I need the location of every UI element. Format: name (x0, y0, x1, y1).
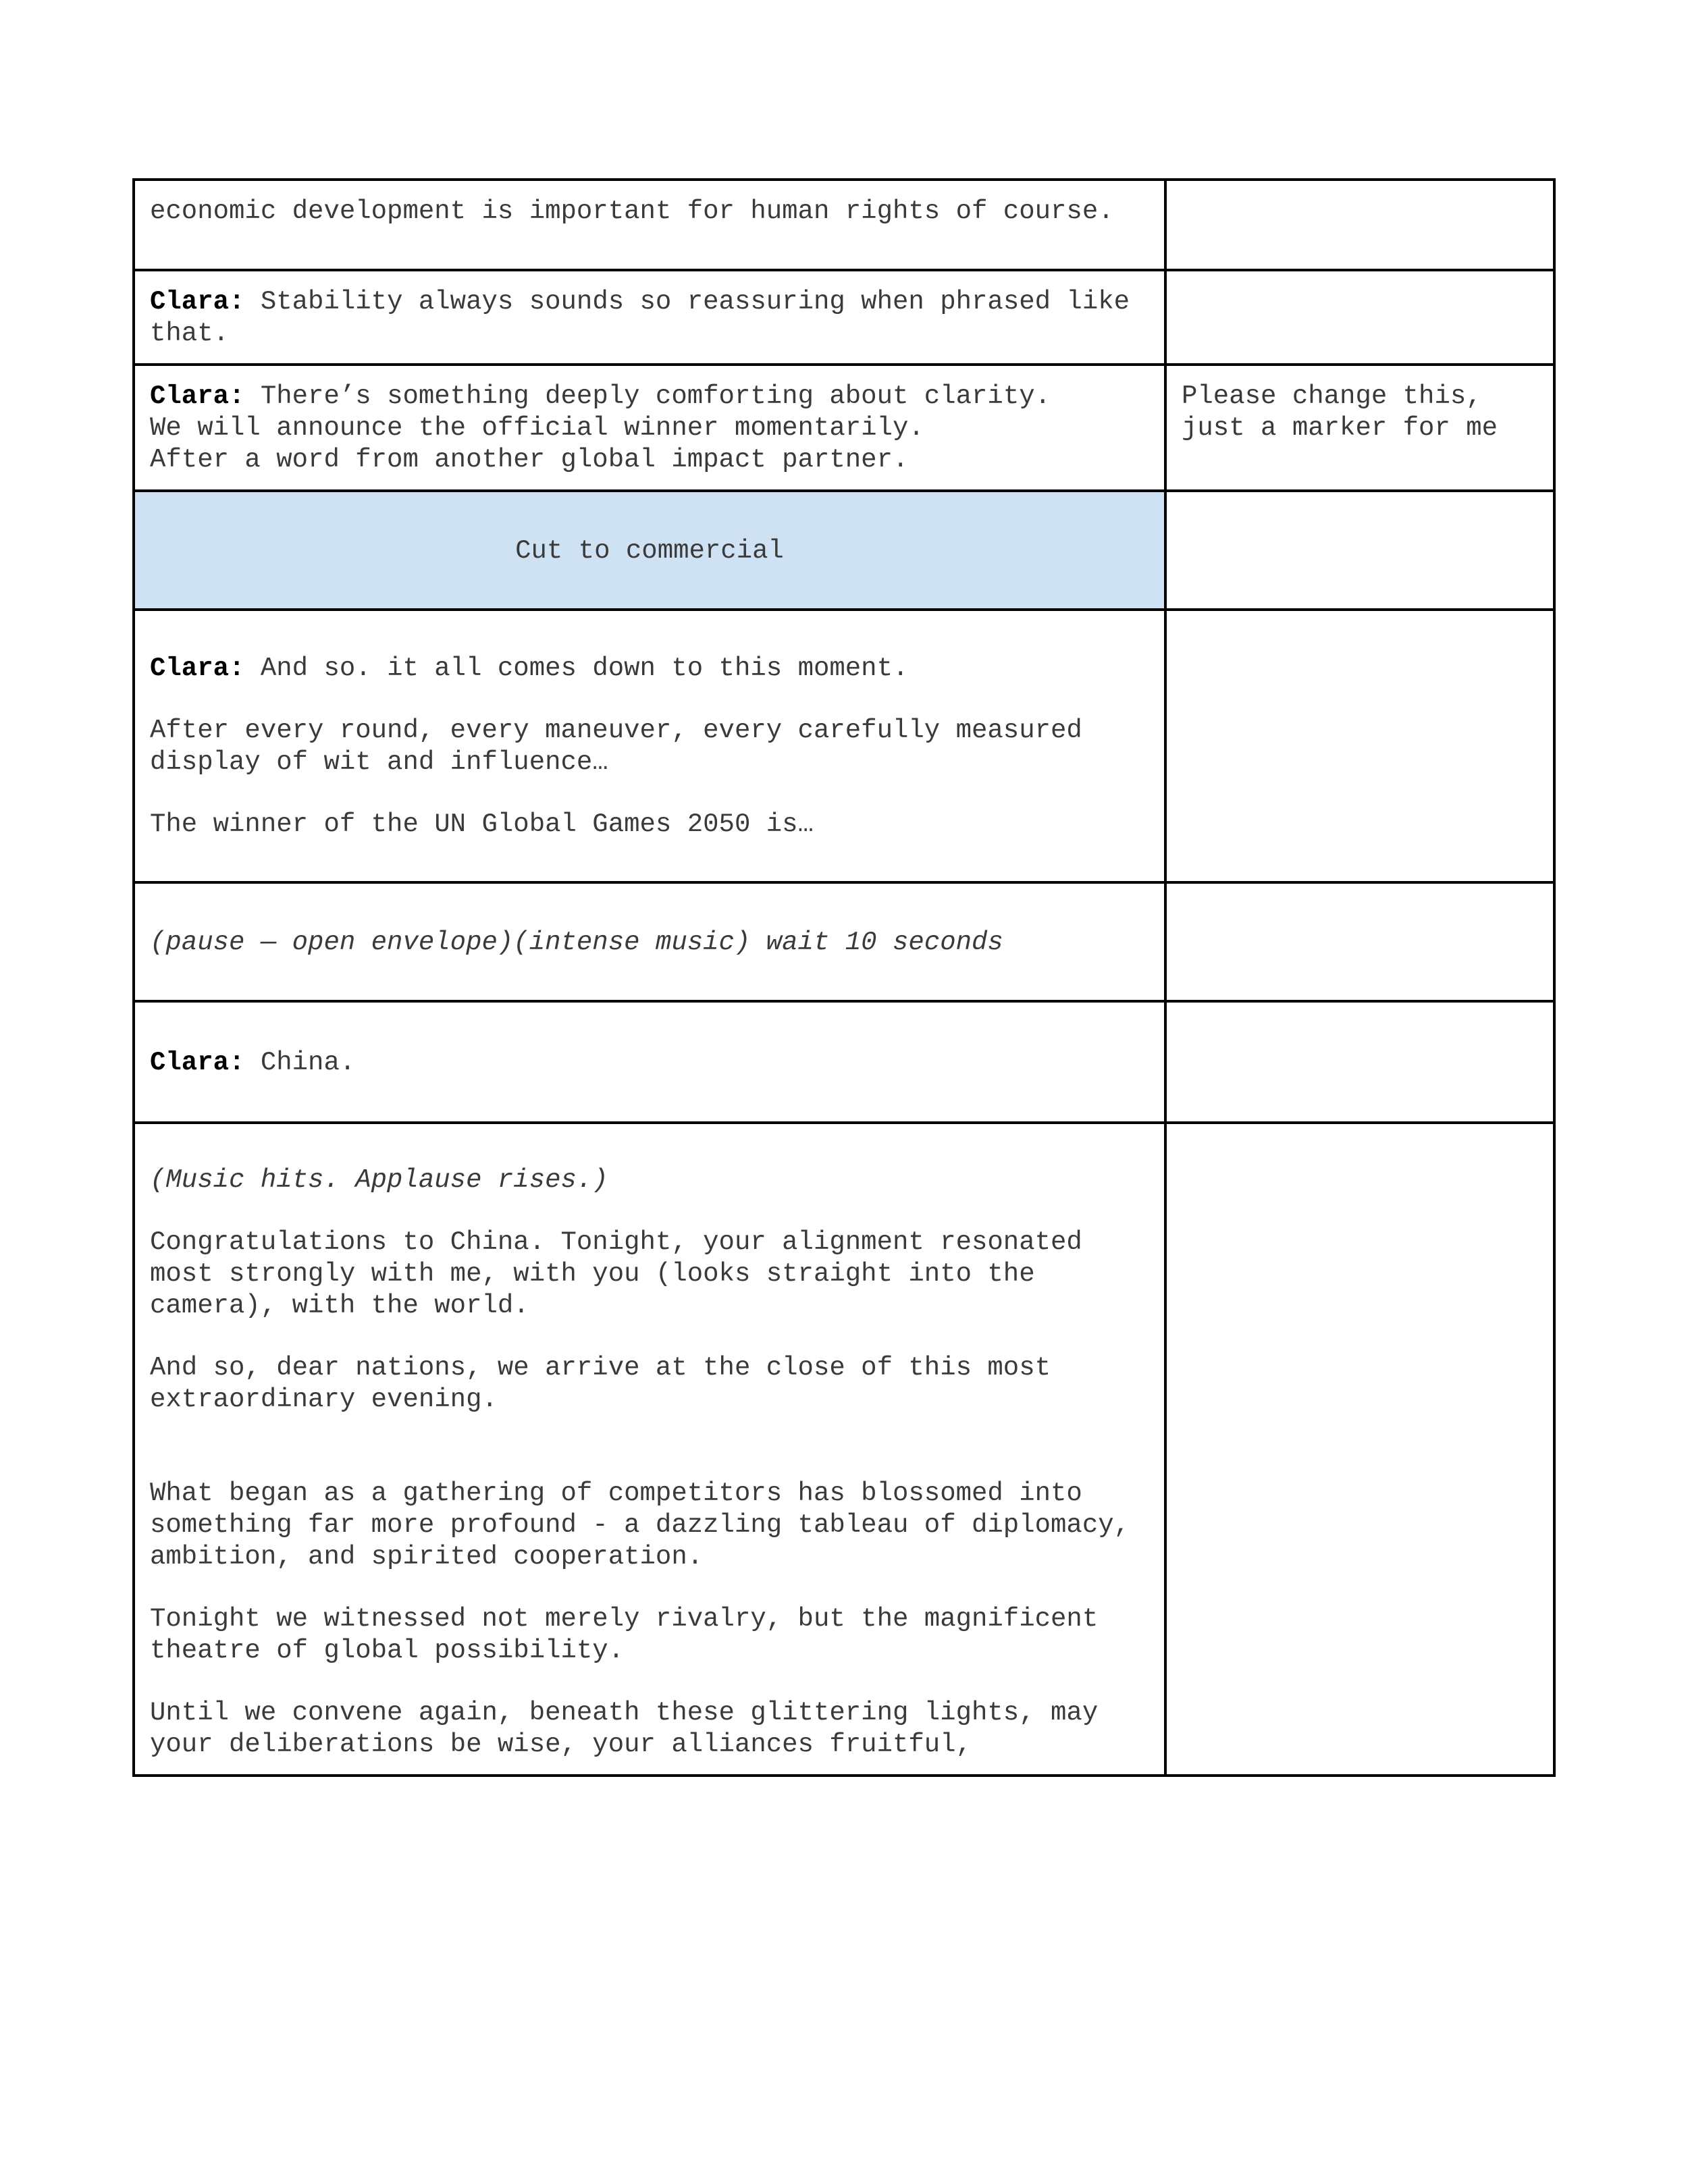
speaker-name: Clara: (150, 287, 245, 317)
notes-cell[interactable] (1165, 882, 1554, 1001)
dialogue-paragraph: Tonight we witnessed not merely rivalry, but the magnificent theatre of global possibility. (150, 1604, 1114, 1666)
dialogue-paragraph: The winner of the UN Global Games 2050 is… (150, 809, 814, 839)
table-row (134, 365, 1554, 491)
script-cell[interactable] (134, 365, 1165, 491)
notes-cell[interactable] (1165, 1123, 1554, 1776)
stage-direction: (Music hits. Applause rises.) (150, 1165, 608, 1195)
note-text: Please change this, just a marker for me (1182, 381, 1498, 443)
table-row (134, 882, 1554, 1001)
script-cell[interactable] (134, 882, 1165, 1001)
table-row (134, 180, 1554, 270)
dialogue-text: Stability always sounds so reassuring when phrased like that. (150, 287, 1146, 348)
dialogue-paragraph: After every round, every maneuver, every carefully measured display of wit and influence… (150, 716, 1099, 777)
table-row (134, 610, 1554, 882)
notes-cell[interactable] (1165, 491, 1554, 610)
dialogue-line (150, 381, 1149, 476)
dialogue-paragraph: And so, dear nations, we arrive at the close of this most extraordinary evening. (150, 1353, 1067, 1414)
dialogue-paragraph: Until we convene again, beneath these glittering lights, may your deliberations be wise, your alliances fruitful, (150, 1698, 1114, 1759)
stage-direction: (pause — open envelope)(intense music) wait 10 seconds (150, 927, 1003, 957)
dialogue-text: economic development is important for human rights of course. (150, 196, 1114, 226)
dialogue-line (150, 653, 1149, 685)
dialogue-text: There’s something deeply comforting about clarity. We will announce the official winner momentarily. After a word from another global impact partner. (150, 381, 1051, 475)
dialogue-text: China. (244, 1047, 356, 1077)
cut-to-commercial-cell[interactable] (134, 491, 1165, 610)
speaker-name: Clara: (150, 654, 245, 683)
script-cell[interactable] (134, 180, 1165, 270)
dialogue-line (150, 1047, 1149, 1079)
script-table (132, 178, 1556, 1777)
notes-cell[interactable] (1165, 270, 1554, 365)
notes-cell[interactable] (1165, 365, 1554, 491)
script-cell[interactable] (134, 1123, 1165, 1776)
table-row (134, 1001, 1554, 1123)
notes-cell[interactable] (1165, 1001, 1554, 1123)
script-cell[interactable] (134, 1001, 1165, 1123)
speaker-name: Clara: (150, 1047, 245, 1077)
notes-cell[interactable] (1165, 610, 1554, 882)
speaker-name: Clara: (150, 381, 245, 411)
script-cell[interactable] (134, 270, 1165, 365)
dialogue-paragraph: Congratulations to China. Tonight, your alignment resonated most strongly with me, with you (looks straight into the camera), with the world. (150, 1227, 1099, 1321)
cut-label: Cut to commercial (515, 535, 784, 566)
table-row (134, 1123, 1554, 1776)
table-row (134, 270, 1554, 365)
dialogue-line (150, 286, 1149, 350)
table-row (134, 491, 1554, 610)
dialogue-text: And so. it all comes down to this moment. (244, 654, 909, 683)
notes-cell[interactable] (1165, 180, 1554, 270)
script-cell[interactable] (134, 610, 1165, 882)
dialogue-paragraph: What began as a gathering of competitors has blossomed into something far more profound - a dazzling tableau of diplomacy, ambition, and spirited cooperation. (150, 1479, 1146, 1572)
